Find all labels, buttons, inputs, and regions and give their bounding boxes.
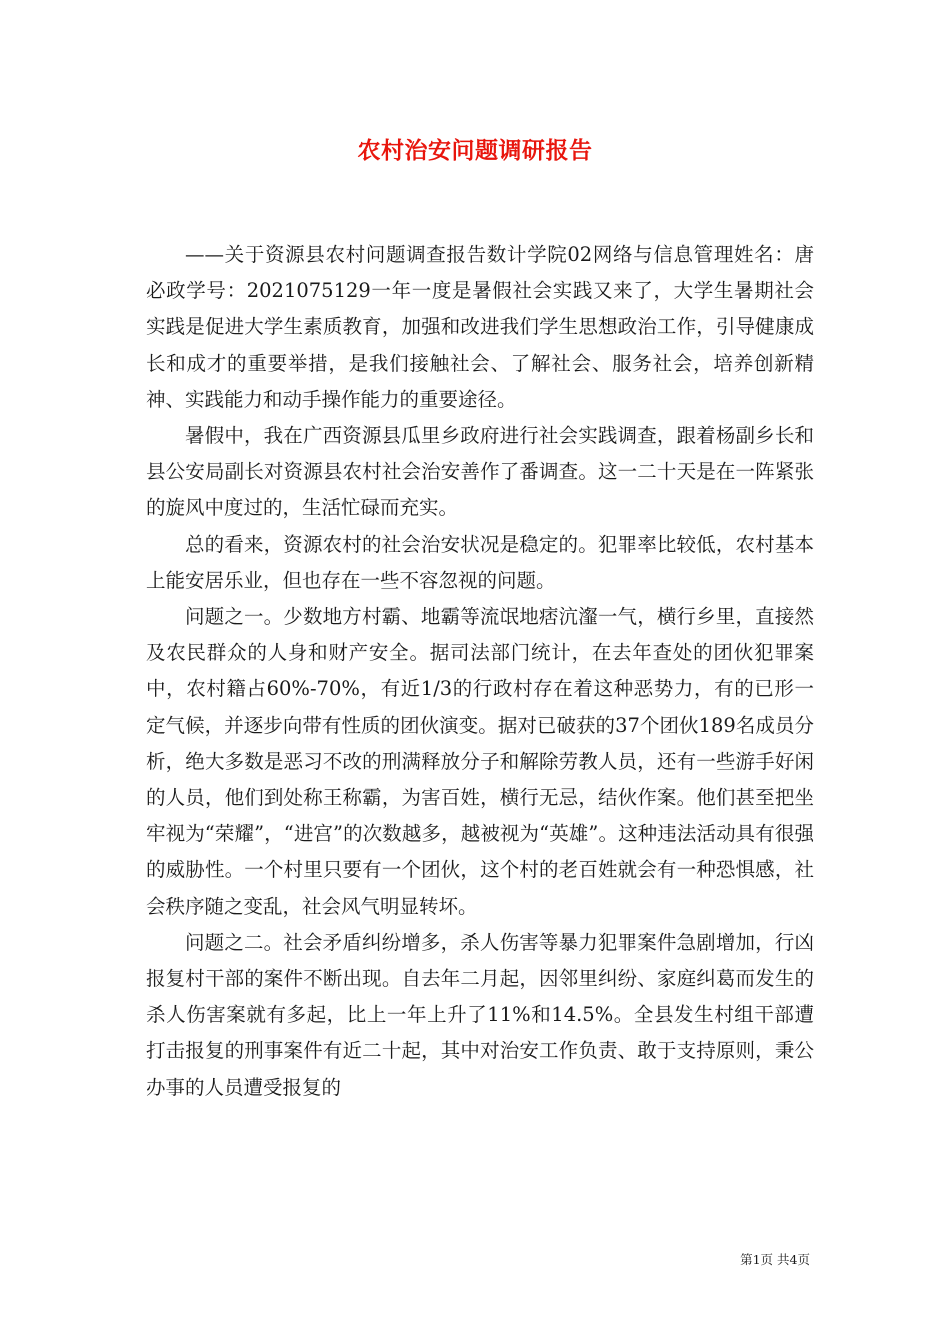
document-title: 农村治安问题调研报告 [357, 137, 593, 164]
paragraph-summer-practice: 暑假中，我在广西资源县瓜里乡政府进行社会实践调查，跟着杨副乡长和县公安局副长对资源县农村社会治安善作了番调查。这一二十天是在一阵紧张的旋风中度过的，生活忙碌而充实。 [146, 424, 814, 520]
paragraph-overview: 总的看来，资源农村的社会治安状况是稳定的。犯罪率比较低，农村基本上能安居乐业，但也存在一些不容忽视的问题。 [146, 532, 814, 592]
paragraph-problem-one: 问题之一。少数地方村霸、地霸等流氓地痞沆瀣一气，横行乡里，直接然及农民群众的人身和财产安全。据司法部门统计，在去年查处的团伙犯罪案中，农村籍占60%-70%，有近1/3的行政村存在着这种恶势力，有的已形一定气候，并逐步向带有性质的团伙演变。据对已破获的37个团伙189名成员分析，绝大多数是恶习不改的刑满释放分子和解除劳教人员，还有一些游手好闲的人员，他们到处称王称霸，为害百姓，横行无忌，结伙作案。他们甚至把坐牢视为“荣耀”，“进宫”的次数越多，越被视为“英雄”。这种违法活动具有很强的威胁性。一个村里只要有一个团伙，这个村的老百姓就会有一种恐惧感，社会秩序随之变乱，社会风气明显转坏。 [146, 605, 814, 918]
page-number: 第1页 共4页 [740, 1252, 810, 1267]
document-body [146, 237, 814, 1106]
paragraph-intro: ——关于资源县农村问题调查报告数计学院02网络与信息管理姓名：唐必政学号：2021075129一年一度是暑假社会实践又来了，大学生暑期社会实践是促进大学生素质教育，加强和改进我们学生思想政治工作，引导健康成长和成才的重要举措，是我们接触社会、了解社会、服务社会，培养创新精神、实践能力和动手操作能力的重要途径。 [146, 243, 814, 411]
paragraph-problem-two: 问题之二。社会矛盾纠纷增多，杀人伤害等暴力犯罪案件急剧增加，行凶报复村干部的案件不断出现。自去年二月起，因邻里纠纷、家庭纠葛而发生的杀人伤害案就有多起，比上一年上升了11%和14.5%。全县发生村组干部遭打击报复的刑事案件有近二十起，其中对治安工作负责、敢于支持原则，秉公办事的人员遭受报复的 [146, 930, 814, 1099]
